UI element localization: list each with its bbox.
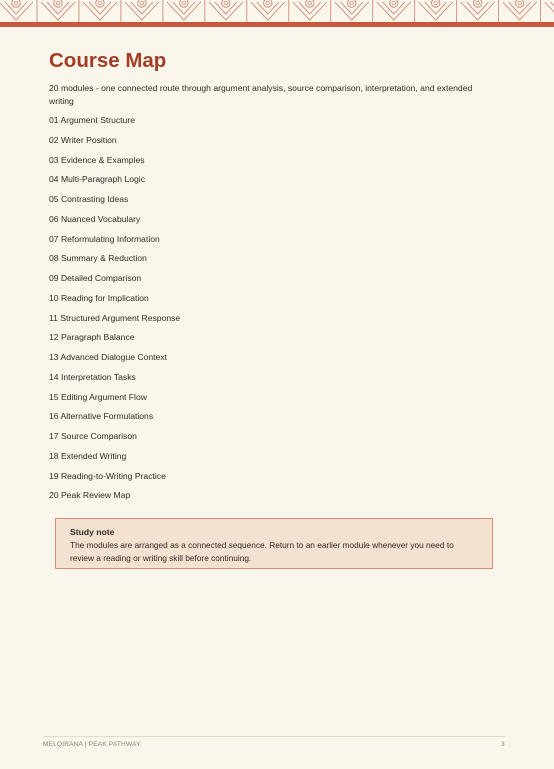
decorative-banner: [0, 0, 554, 27]
list-item: 06 Nuanced Vocabulary: [49, 213, 141, 224]
list-item: 15 Editing Argument Flow: [49, 391, 147, 402]
list-item: 13 Advanced Dialogue Context: [49, 352, 168, 362]
study-note-body: The modules are arranged as a connected sequence. Return to an earlier module whenever you need to review a reading or writing skill before continuing.: [70, 540, 454, 563]
list-item: 07 Reformulating Information: [49, 233, 160, 244]
list-item: 08 Summary & Reduction: [49, 253, 147, 264]
intro-text: 20 modules - one connected route through argument analysis, source comparison, interpretation, and extended writing: [49, 83, 473, 106]
page-number: 3: [501, 741, 505, 748]
list-item: 19 Reading-to-Writing Practice: [49, 470, 166, 481]
study-note: [55, 518, 493, 569]
list-item: 10 Reading for Implication: [49, 292, 149, 303]
list-item: 03 Evidence & Examples: [49, 154, 145, 165]
page-title: Course Map: [49, 49, 167, 72]
module-list: [49, 114, 180, 509]
footer-divider: [43, 736, 505, 737]
list-item: 20 Peak Review Map: [49, 490, 131, 501]
peak-pattern-icon: [0, 0, 554, 27]
list-item: 04 Multi-Paragraph Logic: [49, 174, 146, 185]
list-item: 14 Interpretation Tasks: [49, 371, 136, 382]
list-item: 09 Detailed Comparison: [49, 273, 142, 283]
list-item: 16 Alternative Formulations: [49, 411, 154, 422]
list-item: 17 Source Comparison: [49, 431, 137, 441]
list-item: 18 Extended Writing: [49, 450, 127, 461]
list-item: 12 Paragraph Balance: [49, 332, 135, 343]
list-item: 11 Structured Argument Response: [49, 312, 181, 323]
footer-brand: MELQIRANA | PEAK PATHWAY: [43, 741, 141, 748]
list-item: 02 Writer Position: [49, 134, 117, 145]
list-item: 01 Argument Structure: [49, 115, 135, 125]
study-note-title: Study note: [70, 527, 115, 537]
list-item: 05 Contrasting Ideas: [49, 194, 129, 204]
